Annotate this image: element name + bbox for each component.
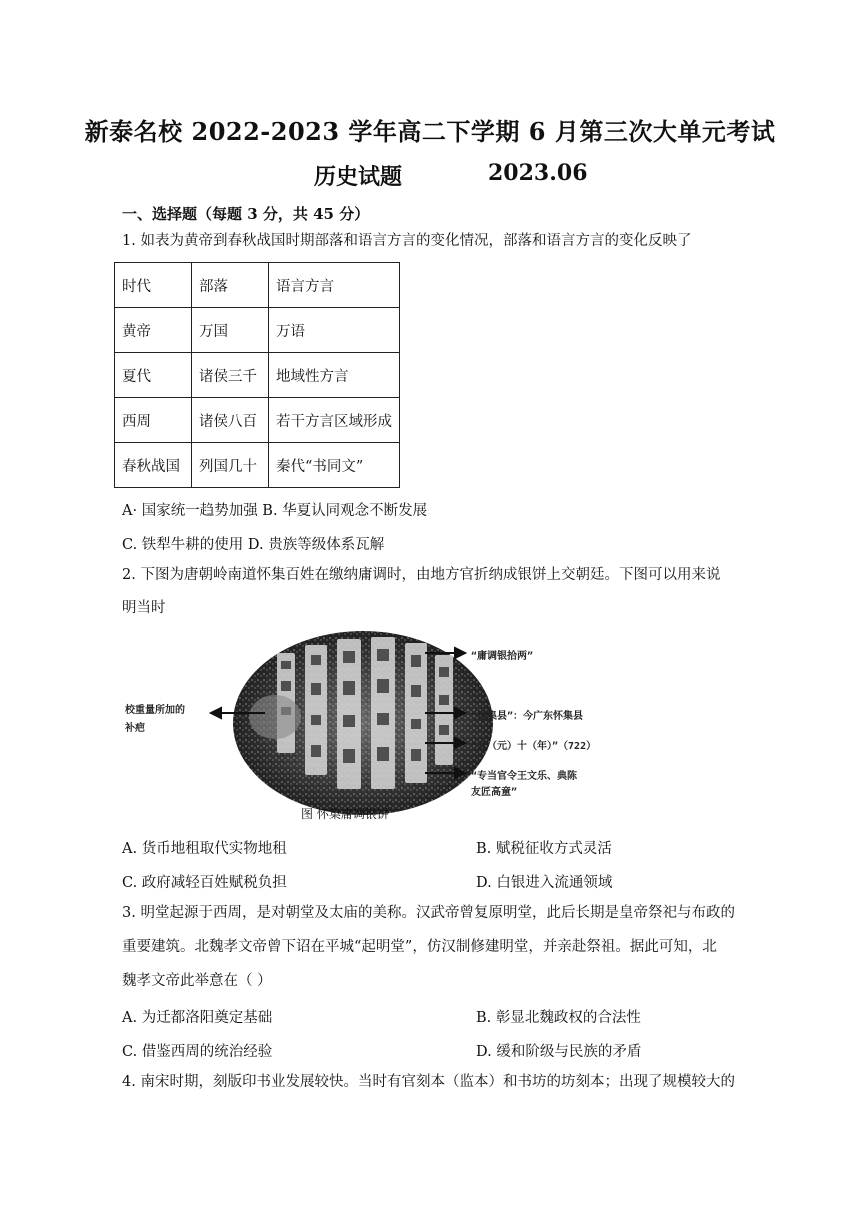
table-cell: 地域性方言 xyxy=(269,353,400,398)
question-3-option-d: D. 缓和阶级与民族的矛盾 xyxy=(476,1044,642,1060)
table-row xyxy=(115,308,400,353)
table-cell: 若干方言区域形成 xyxy=(269,398,400,443)
question-3-stem-line2: 重要建筑。北魏孝文帝曾下诏在平城“起明堂”，仿汉制修建明堂，并亲赴祭祖。据此可知，北 xyxy=(122,939,717,955)
question-2-option-d: D. 白银进入流通领域 xyxy=(476,875,613,891)
table-cell: 列国几十 xyxy=(192,443,269,488)
question-2-option-c: C. 政府减轻百姓赋税负担 xyxy=(122,875,287,891)
table-row xyxy=(115,398,400,443)
table-cell: 西周 xyxy=(115,398,192,443)
table-cell: 夏代 xyxy=(115,353,192,398)
table-row xyxy=(115,353,400,398)
figure-right-label-2: “怀集县”：今广东怀集县 xyxy=(471,711,584,722)
question-2-option-b: B. 赋税征收方式灵活 xyxy=(476,841,612,857)
question-2-option-a: A. 货币地租取代实物地租 xyxy=(122,841,287,857)
question-1-stem: 1. 如表为黄帝到春秋战国时期部落和语言方言的变化情况，部落和语言方言的变化反映了 xyxy=(122,233,692,249)
table-header-cell: 语言方言 xyxy=(269,263,400,308)
question-3-option-b: B. 彰显北魏政权的合法性 xyxy=(476,1010,641,1026)
table-header-cell: 部落 xyxy=(192,263,269,308)
table-cell: 黄帝 xyxy=(115,308,192,353)
table-cell: 诸侯三千 xyxy=(192,353,269,398)
figure-left-label-line2: 补疤 xyxy=(125,723,145,734)
exam-date: 2023.06 xyxy=(488,160,588,186)
section-heading: 一、选择题（每题 3 分，共 45 分） xyxy=(122,205,370,223)
question-3-option-c: C. 借鉴西周的统治经验 xyxy=(122,1044,273,1060)
figure-left-label-line1: 校重量所加的 xyxy=(125,705,185,716)
figure-right-label-4-line1: “专当官令王文乐、典陈 xyxy=(471,771,578,782)
question-3-option-a: A. 为迁都洛阳奠定基础 xyxy=(122,1010,273,1026)
table-cell: 万语 xyxy=(269,308,400,353)
question-2-stem-line1: 2. 下图为唐朝岭南道怀集百姓在缴纳庸调时，由地方官折纳成银饼上交朝廷。下图可以用来说 xyxy=(122,567,721,583)
question-1-options-line2: C. 铁犁牛耕的使用 D. 贵族等级体系瓦解 xyxy=(122,537,385,553)
silver-cake-image xyxy=(125,625,665,825)
table-header-row xyxy=(115,263,400,308)
table-cell: 诸侯八百 xyxy=(192,398,269,443)
figure-right-label-4-line2: 友匠高童” xyxy=(471,787,518,798)
subject-title: 历史试题 xyxy=(314,164,403,190)
question-3-stem-line3: 魏孝文帝此举意在（ ） xyxy=(122,973,272,989)
table-cell: 秦代“书同文” xyxy=(269,443,400,488)
exam-title: 新泰名校 2022-2023 学年高二下学期 6 月第三次大单元考试 xyxy=(84,117,776,146)
question-1-table xyxy=(114,262,400,488)
table-header-cell: 时代 xyxy=(115,263,192,308)
figure-right-label-3: “开（元）十（年）”（722） xyxy=(471,741,597,752)
question-2-stem-line2: 明当时 xyxy=(122,600,166,616)
question-3-stem-line1: 3. 明堂起源于西周，是对朝堂及太庙的美称。汉武帝曾复原明堂，此后长期是皇帝祭祀与布政的 xyxy=(122,905,735,921)
question-4-stem-line1: 4. 南宋时期，刻版印书业发展较快。当时有官刻本（监本）和书坊的坊刻本；出现了规模较大的 xyxy=(122,1074,735,1090)
silver-cake-figure xyxy=(125,625,665,825)
table-cell: 万国 xyxy=(192,308,269,353)
question-1-options-line1: A· 国家统一趋势加强 B. 华夏认同观念不断发展 xyxy=(122,503,428,519)
figure-caption: 图 怀集庸调银饼 xyxy=(301,807,389,821)
table-row xyxy=(115,443,400,488)
figure-right-label-1: “庸调银拾两” xyxy=(471,651,534,662)
table-cell: 春秋战国 xyxy=(115,443,192,488)
